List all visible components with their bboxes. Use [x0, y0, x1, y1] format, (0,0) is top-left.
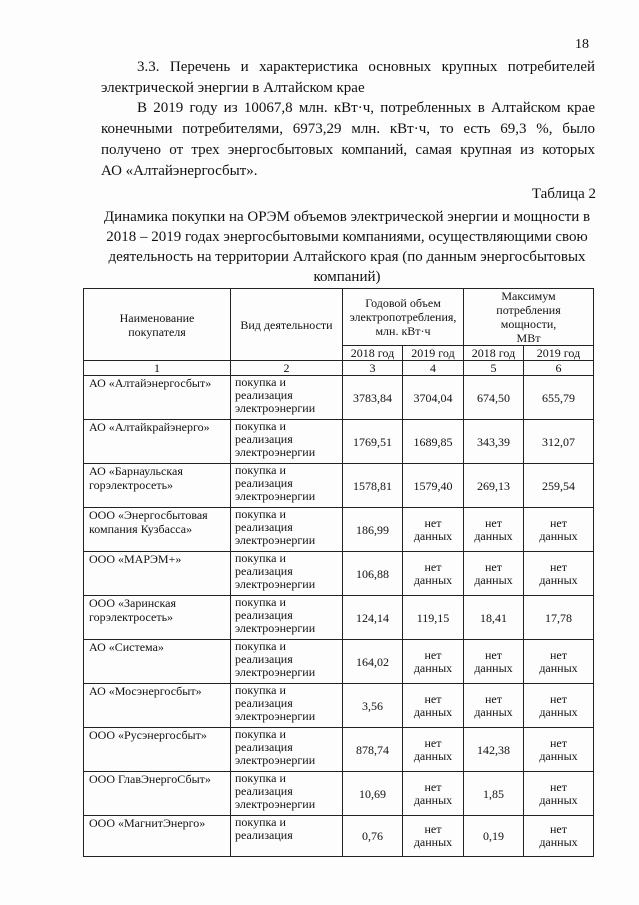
section-heading-line: электрической энергии в Алтайском крае [101, 80, 365, 96]
value-cell [464, 728, 524, 772]
activity-text: электроэнергии [235, 665, 316, 679]
activity-cell [231, 420, 343, 464]
value-cell [524, 684, 594, 728]
value-text: 18,41 [480, 610, 507, 625]
buyer-name: АО «Алтайэнергосбыт» [89, 376, 212, 390]
activity-text: покупка и [235, 639, 286, 653]
header-text: Максимум [501, 289, 556, 303]
value-cell [403, 420, 464, 464]
column-number: 1 [84, 361, 231, 376]
header-year: 2019 год [403, 346, 464, 361]
intro-paragraph [101, 98, 595, 182]
buyer-name-cell [84, 684, 231, 728]
value-cell [464, 508, 524, 552]
paragraph-line: АО «Алтайэнергосбыт». [101, 163, 258, 179]
table-label: Таблица 2 [531, 186, 596, 202]
buyer-name-cell [84, 420, 231, 464]
value-cell [524, 420, 594, 464]
value-text: 3783,84 [353, 390, 392, 405]
value-text: 259,54 [542, 478, 575, 493]
paragraph-line: получено от трех энергосбытовых компаний, самая крупная из которых [101, 142, 595, 158]
header-year: 2019 год [524, 346, 594, 361]
activity-text: покупка и [235, 551, 286, 565]
value-text: нет данных [413, 559, 453, 587]
value-text: 269,13 [477, 478, 510, 493]
value-text: 124,14 [356, 610, 389, 625]
value-text: нет данных [539, 735, 578, 763]
table-row [84, 552, 594, 596]
activity-text: электроэнергии [235, 533, 316, 547]
buyer-name: АО «Мосэнергосбыт» [89, 684, 202, 698]
column-number: 6 [524, 361, 594, 376]
value-text: нет данных [413, 779, 453, 807]
activity-cell [231, 464, 343, 508]
value-cell [343, 464, 403, 508]
value-text: нет данных [539, 822, 578, 849]
table-row [84, 816, 594, 857]
value-cell [464, 376, 524, 420]
value-text: 186,99 [356, 522, 389, 537]
activity-text: покупка и [235, 595, 286, 609]
header-text: потребления [496, 303, 561, 317]
activity-cell [231, 728, 343, 772]
value-text: 3,56 [362, 698, 383, 713]
value-cell [403, 772, 464, 816]
section-heading [101, 57, 595, 99]
purchase-table [83, 288, 594, 857]
header-text: мощности, [500, 317, 557, 331]
buyer-name: ООО «Русэнергосбыт» [89, 728, 207, 742]
buyer-name: АО «Алтайкрайэнерго» [89, 420, 210, 434]
activity-text: электроэнергии [235, 401, 316, 415]
value-cell [343, 816, 403, 857]
header-text: покупателя [128, 324, 186, 339]
value-text: нет данных [539, 515, 578, 543]
header-year: 2018 год [464, 346, 524, 361]
value-cell [343, 376, 403, 420]
activity-text: реализация [235, 388, 293, 402]
value-cell [403, 728, 464, 772]
value-cell [524, 816, 594, 857]
value-text: 142,38 [477, 742, 510, 757]
value-cell [403, 640, 464, 684]
activity-text: электроэнергии [235, 797, 316, 811]
header-text: Годовой объем [365, 296, 441, 310]
activity-text: реализация [235, 828, 293, 842]
buyer-name-cell [84, 508, 231, 552]
column-number: 4 [403, 361, 464, 376]
value-text: нет данных [474, 691, 513, 719]
table-title-line: 2018 – 2019 годах энергосбытовыми компаниями, осуществляющими свою [106, 229, 588, 245]
value-cell [343, 684, 403, 728]
value-cell [403, 816, 464, 857]
value-cell [403, 684, 464, 728]
activity-cell [231, 552, 343, 596]
value-cell [464, 420, 524, 464]
activity-text: электроэнергии [235, 753, 316, 767]
paragraph-line: конечными потребителями, 6973,29 млн. кВт·ч, то есть 69,3 %, было [101, 121, 595, 137]
value-text: нет данных [539, 559, 578, 587]
buyer-name-cell [84, 640, 231, 684]
buyer-name: АО «Барнаульская [89, 464, 183, 478]
value-cell [343, 640, 403, 684]
header-text: МВт [516, 331, 541, 345]
value-cell [464, 552, 524, 596]
value-cell [524, 728, 594, 772]
value-text: нет данных [474, 559, 513, 587]
activity-text: покупка и [235, 815, 286, 829]
table-row [84, 684, 594, 728]
table-body [84, 376, 594, 857]
value-cell [403, 508, 464, 552]
value-cell [343, 728, 403, 772]
activity-text: реализация [235, 652, 293, 666]
buyer-name-cell [84, 816, 231, 857]
value-text: 655,79 [542, 390, 575, 405]
value-cell [403, 552, 464, 596]
value-text: 0,19 [483, 829, 504, 843]
activity-text: реализация [235, 608, 293, 622]
activity-text: покупка и [235, 419, 286, 433]
value-cell [343, 552, 403, 596]
value-text: нет данных [413, 822, 453, 849]
value-text: нет данных [413, 647, 453, 675]
activity-cell [231, 596, 343, 640]
value-text: 0,76 [362, 829, 383, 843]
activity-text: покупка и [235, 727, 286, 741]
value-cell [524, 772, 594, 816]
buyer-name: АО «Система» [89, 640, 164, 654]
buyer-name-cell [84, 728, 231, 772]
buyer-name: ООО «Заринская [89, 596, 176, 610]
activity-text: покупка и [235, 375, 286, 389]
value-text: 674,50 [477, 390, 510, 405]
value-cell [464, 772, 524, 816]
buyer-name: компания Кузбасса» [89, 522, 193, 536]
header-annual-volume [343, 289, 464, 346]
activity-text: покупка и [235, 507, 286, 521]
value-text: 312,07 [542, 434, 575, 449]
activity-text: реализация [235, 476, 293, 490]
buyer-name: горэлектросеть» [89, 478, 174, 492]
header-year: 2018 год [343, 346, 403, 361]
value-cell [524, 376, 594, 420]
value-text: нет данных [413, 515, 453, 543]
value-text: 10,69 [359, 786, 386, 801]
buyer-name: ООО «МАРЭМ+» [89, 552, 182, 566]
value-cell [464, 464, 524, 508]
value-text: 164,02 [356, 654, 389, 669]
column-number: 3 [343, 361, 403, 376]
value-text: 1578,81 [353, 478, 392, 493]
value-cell [343, 772, 403, 816]
value-cell [343, 508, 403, 552]
value-cell [524, 640, 594, 684]
table-title-line: компаний) [313, 269, 381, 285]
table-row [84, 508, 594, 552]
value-text: 1579,40 [413, 478, 453, 493]
table-row [84, 596, 594, 640]
value-text: 1769,51 [353, 434, 392, 449]
table-title [96, 207, 598, 287]
value-cell [524, 596, 594, 640]
buyer-name-cell [84, 464, 231, 508]
value-cell [403, 464, 464, 508]
value-text: нет данных [474, 647, 513, 675]
table-row [84, 640, 594, 684]
value-text: нет данных [413, 735, 453, 763]
activity-text: реализация [235, 696, 293, 710]
header-activity [231, 289, 343, 361]
table-row [84, 772, 594, 816]
page-number: 18 [575, 37, 589, 52]
value-text: 17,78 [545, 610, 572, 625]
activity-text: покупка и [235, 771, 286, 785]
value-text: 1689,85 [413, 434, 453, 449]
activity-cell [231, 684, 343, 728]
table-row [84, 420, 594, 464]
activity-text: электроэнергии [235, 621, 316, 635]
activity-text: электроэнергии [235, 445, 316, 459]
table-row [84, 464, 594, 508]
activity-text: реализация [235, 784, 293, 798]
value-cell [524, 552, 594, 596]
activity-cell [231, 816, 343, 857]
activity-cell [231, 376, 343, 420]
value-cell [343, 420, 403, 464]
table-title-line: Динамика покупки на ОРЭМ объемов электрической энергии и мощности в [103, 209, 591, 225]
value-cell [464, 640, 524, 684]
activity-text: реализация [235, 564, 293, 578]
activity-text: реализация [235, 520, 293, 534]
buyer-name-cell [84, 552, 231, 596]
value-text: нет данных [539, 647, 578, 675]
buyer-name: горэлектросеть» [89, 610, 174, 624]
buyer-name-cell [84, 596, 231, 640]
value-text: нет данных [539, 691, 578, 719]
value-text: нет данных [539, 779, 578, 807]
value-cell [464, 684, 524, 728]
header-buyer [84, 289, 231, 361]
value-text: 1,85 [483, 786, 504, 801]
section-heading-line: 3.3. Перечень и характеристика основных крупных потребителей [137, 59, 595, 75]
value-text: нет данных [413, 691, 453, 719]
activity-text: электроэнергии [235, 489, 316, 503]
table-title-line: деятельность на территории Алтайского края (по данным энергосбытовых [108, 249, 586, 265]
value-text: 119,15 [416, 610, 450, 625]
header-text: Вид деятельности [240, 317, 333, 332]
activity-text: покупка и [235, 463, 286, 477]
buyer-name-cell [84, 772, 231, 816]
header-text: Наименование [119, 310, 195, 325]
column-number: 5 [464, 361, 524, 376]
value-text: 106,88 [356, 566, 389, 581]
paragraph-line: В 2019 году из 10067,8 млн. кВт·ч, потребленных в Алтайском крае [137, 100, 595, 116]
header-max-power [464, 289, 594, 346]
table-row [84, 728, 594, 772]
value-text: нет данных [474, 515, 513, 543]
buyer-name: ООО «МагнитЭнерго» [89, 816, 206, 830]
value-cell [403, 376, 464, 420]
value-text: 343,39 [477, 434, 510, 449]
buyer-name-cell [84, 376, 231, 420]
activity-cell [231, 640, 343, 684]
value-cell [464, 596, 524, 640]
column-number: 2 [231, 361, 343, 376]
activity-text: реализация [235, 432, 293, 446]
buyer-name: ООО «Энергосбытовая [89, 508, 208, 522]
value-cell [524, 464, 594, 508]
value-cell [403, 596, 464, 640]
buyer-name: ООО ГлавЭнергоСбыт» [89, 772, 211, 786]
header-text: млн. кВт·ч [375, 324, 431, 338]
value-text: 878,74 [356, 742, 389, 757]
value-text: 3704,04 [413, 390, 453, 405]
activity-text: покупка и [235, 683, 286, 697]
activity-cell [231, 508, 343, 552]
value-cell [524, 508, 594, 552]
activity-text: электроэнергии [235, 577, 316, 591]
activity-text: реализация [235, 740, 293, 754]
header-text: электропотребления, [349, 310, 457, 324]
value-cell [343, 596, 403, 640]
activity-cell [231, 772, 343, 816]
table-row [84, 376, 594, 420]
value-cell [464, 816, 524, 857]
activity-text: электроэнергии [235, 709, 316, 723]
